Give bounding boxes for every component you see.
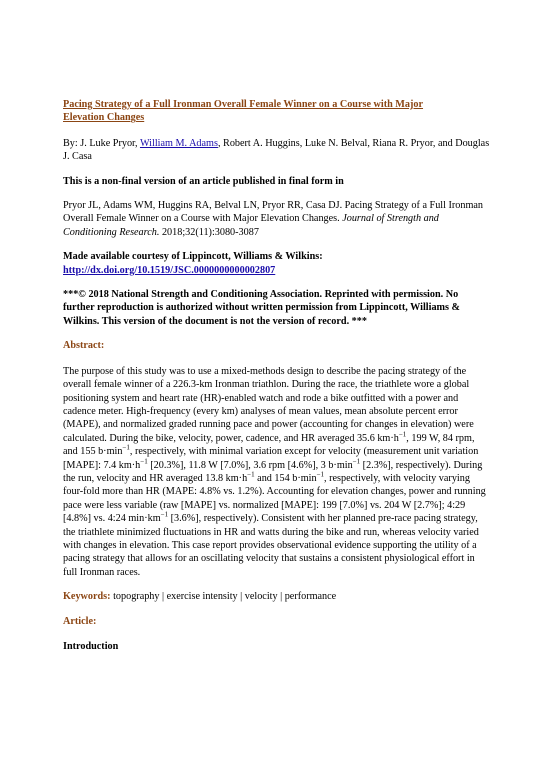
- keywords: [63, 590, 491, 603]
- keywords-label: Keywords:: [63, 591, 111, 603]
- superscript: −1: [352, 457, 361, 466]
- courtesy-text: Made available courtesy of Lippincott, Williams & Wilkins:: [63, 251, 323, 263]
- abstract-heading: Abstract:: [63, 340, 105, 352]
- authors-suffix: , Robert A. Huggins, Luke N. Belval, Riana R. Pryor, and Douglas J. Casa: [63, 137, 490, 163]
- introduction-heading: Introduction: [63, 641, 119, 652]
- superscript: −1: [316, 470, 325, 479]
- keywords-text: topography | exercise intensity | velocity | performance: [110, 591, 337, 603]
- superscript: −1: [160, 510, 169, 519]
- title-line-1: Pacing Strategy of a Full Ironman Overall Female Winner on a Course with Major: [63, 99, 424, 110]
- abstract-part: [2.3%], respectively). During the run, velocity and HR averaged 13.8 km·h: [63, 459, 483, 484]
- document-body: [63, 98, 491, 653]
- copyright-notice: ***© 2018 National Strength and Conditioning Association. Reprinted with permission. No further reproduction is authorized without written permission from Lippincott, Williams & Wilkins. This version of the document is not the version of record. ***: [63, 289, 461, 327]
- article-heading: Article:: [63, 615, 97, 627]
- superscript: −1: [398, 430, 407, 439]
- citation: [63, 199, 491, 239]
- abstract-part: [3.6%], respectively). Consistent with her planned pre-race pacing strategy, the triathlete minimized fluctuations in HR and watts during the bike and run, whereas velocity varied with changes in elevation. This case report provides observational evidence supporting the utility of a pacing strategy that allows for an oscillating velocity that sustains a consistent physiological effort in full Ironman races.: [63, 513, 479, 578]
- authors: [63, 137, 491, 164]
- superscript: −1: [247, 470, 255, 479]
- abstract-part: , respectively, with minimal variation except for velocity (measurement unit variation [MAPE]: 7.4 km·h: [63, 446, 479, 471]
- abstract-part: The purpose of this study was to use a mixed-methods design to describe the pacing strategy of the overall female winner of a 226.3-km Ironman triathlon. During the race, the triathlete wore a global positioning system and heart rate (HR)-enabled watch and rode a bike outfitted with a power and cadence meter. High-frequency (every km) analyses of mean values, mean absolute percent error (MAPE), and normalized graded running pace and power (accounting for changes in elevation) were calculated. During the bike, velocity, power, cadence, and HR averaged 35.6 km·h: [63, 365, 474, 444]
- abstract-part: , respectively, with velocity varying four-fold more than HR (MAPE: 4.8% vs. 1.2%). Accounting for elevation changes, power and running pace were less variable (raw [MAPE] vs. normalized [MAPE]: 199 [7.0%] vs. 204 W [2.7%]; 4:29 [4.8%] vs. 4:24 min·km: [63, 472, 486, 525]
- superscript: −1: [140, 457, 148, 466]
- article-title-link[interactable]: [63, 98, 491, 125]
- citation-text: Pryor JL, Adams WM, Huggins RA, Belval LN, Pryor RR, Casa DJ. Pacing Strategy of a Full Ironman Overall Female Winner on a Course with Major Elevation Changes.: [63, 200, 484, 225]
- authors-prefix: By: J. Luke Pryor,: [63, 137, 140, 149]
- citation-journal: Journal of Strength and Conditioning Research.: [63, 213, 439, 238]
- abstract-text: [63, 365, 491, 580]
- courtesy: [63, 250, 491, 277]
- abstract-part: , 199 W, 84 rpm, and 155 b·min: [63, 432, 475, 458]
- superscript: −1: [122, 443, 130, 452]
- abstract-part: [20.3%], 11.8 W [7.0%], 3.6 rpm [4.6%], 3 b·min: [147, 459, 353, 471]
- title-line-2: Elevation Changes: [63, 112, 145, 124]
- abstract-part: and 154 b·min: [254, 472, 317, 484]
- nonfinal-notice: This is a non-final version of an article published in final form in: [63, 175, 344, 187]
- doi-link[interactable]: http://dx.doi.org/10.1519/JSC.0000000000002807: [63, 264, 276, 276]
- author-link[interactable]: William M. Adams: [139, 137, 218, 149]
- citation-end: 2018;32(11):3080-3087: [159, 226, 259, 238]
